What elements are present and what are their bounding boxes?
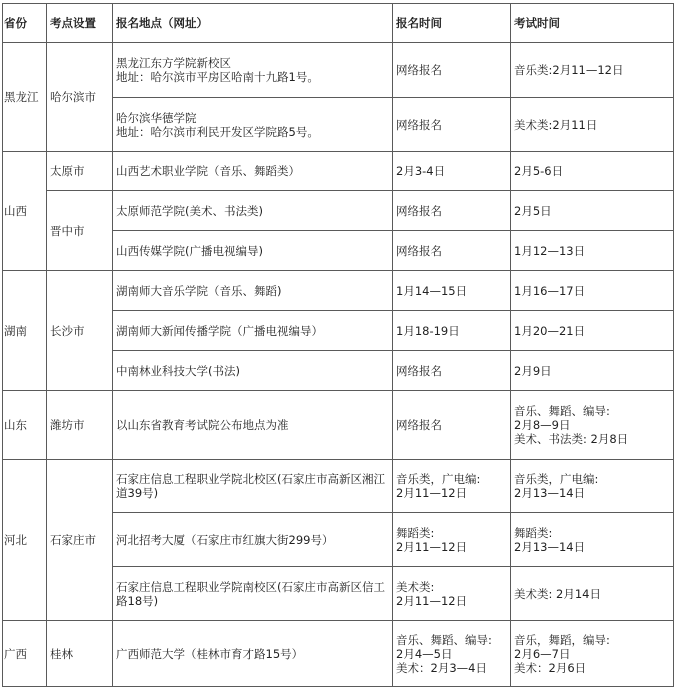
exam-time-cell: 1月16—17日 — [511, 271, 674, 311]
reg-time-cell: 网络报名 — [393, 191, 511, 231]
header-location: 报名地点（网址） — [113, 4, 393, 43]
exam-time-cell: 1月12—13日 — [511, 231, 674, 271]
exam-time-cell: 美术类:2月11日 — [511, 98, 674, 152]
reg-time-cell: 1月14—15日 — [393, 271, 511, 311]
header-row — [3, 4, 674, 43]
exam-time-cell: 舞蹈类: 2月13—14日 — [511, 513, 674, 567]
reg-time-cell: 美术类: 2月11—12日 — [393, 567, 511, 621]
header-site: 考点设置 — [47, 4, 113, 43]
table-row — [3, 43, 674, 98]
exam-schedule-table — [2, 3, 674, 687]
location-cell: 黑龙江东方学院新校区 地址：哈尔滨市平房区哈南十九路1号。 — [113, 43, 393, 98]
location-cell: 湖南师大音乐学院（音乐、舞蹈) — [113, 271, 393, 311]
site-cell: 哈尔滨市 — [47, 43, 113, 152]
exam-time-cell: 1月20—21日 — [511, 311, 674, 351]
province-cell: 山西 — [3, 152, 47, 271]
location-cell: 石家庄信息工程职业学院南校区(石家庄市高新区信工路18号) — [113, 567, 393, 621]
exam-time-cell: 2月9日 — [511, 351, 674, 391]
exam-time-cell: 美术类: 2月14日 — [511, 567, 674, 621]
exam-time-cell: 音乐类:2月11—12日 — [511, 43, 674, 98]
province-cell: 湖南 — [3, 271, 47, 391]
exam-time-cell: 音乐，舞蹈，编导: 2月6—7日 美术：2月6日 — [511, 621, 674, 687]
table-row — [3, 191, 674, 231]
site-cell: 石家庄市 — [47, 460, 113, 621]
table-row — [3, 460, 674, 513]
location-cell: 河北招考大厦（石家庄市红旗大街299号） — [113, 513, 393, 567]
reg-time-cell: 音乐类，广电编: 2月11—12日 — [393, 460, 511, 513]
location-cell: 哈尔滨华德学院 地址：哈尔滨市利民开发区学院路5号。 — [113, 98, 393, 152]
site-cell: 太原市 — [47, 152, 113, 191]
location-cell: 以山东省教育考试院公布地点为准 — [113, 391, 393, 460]
exam-time-cell: 音乐类，广电编: 2月13—14日 — [511, 460, 674, 513]
table-row — [3, 391, 674, 460]
location-cell: 湖南师大新闻传播学院（广播电视编导） — [113, 311, 393, 351]
location-cell: 山西传媒学院(广播电视编导) — [113, 231, 393, 271]
reg-time-cell: 音乐、舞蹈、编导: 2月4—5日 美术：2月3—4日 — [393, 621, 511, 687]
province-cell: 广西 — [3, 621, 47, 687]
province-cell: 山东 — [3, 391, 47, 460]
exam-time-cell: 2月5-6日 — [511, 152, 674, 191]
table-row — [3, 621, 674, 687]
header-exam-time: 考试时间 — [511, 4, 674, 43]
location-cell: 石家庄信息工程职业学院北校区(石家庄市高新区湘江道39号) — [113, 460, 393, 513]
location-cell: 广西师范大学（桂林市育才路15号） — [113, 621, 393, 687]
header-reg-time: 报名时间 — [393, 4, 511, 43]
reg-time-cell: 2月3-4日 — [393, 152, 511, 191]
exam-time-cell: 音乐、舞蹈、编导: 2月8—9日 美术、书法类: 2月8日 — [511, 391, 674, 460]
province-cell: 黑龙江 — [3, 43, 47, 152]
reg-time-cell: 网络报名 — [393, 98, 511, 152]
site-cell: 桂林 — [47, 621, 113, 687]
exam-time-cell: 2月5日 — [511, 191, 674, 231]
site-cell: 潍坊市 — [47, 391, 113, 460]
reg-time-cell: 网络报名 — [393, 351, 511, 391]
reg-time-cell: 1月18-19日 — [393, 311, 511, 351]
reg-time-cell: 网络报名 — [393, 43, 511, 98]
province-cell: 河北 — [3, 460, 47, 621]
reg-time-cell: 网络报名 — [393, 231, 511, 271]
header-province: 省份 — [3, 4, 47, 43]
location-cell: 太原师范学院(美术、书法类) — [113, 191, 393, 231]
site-cell: 晋中市 — [47, 191, 113, 271]
reg-time-cell: 舞蹈类: 2月11—12日 — [393, 513, 511, 567]
table-row — [3, 152, 674, 191]
location-cell: 中南林业科技大学(书法) — [113, 351, 393, 391]
site-cell: 长沙市 — [47, 271, 113, 391]
table-row — [3, 271, 674, 311]
reg-time-cell: 网络报名 — [393, 391, 511, 460]
location-cell: 山西艺术职业学院（音乐、舞蹈类） — [113, 152, 393, 191]
